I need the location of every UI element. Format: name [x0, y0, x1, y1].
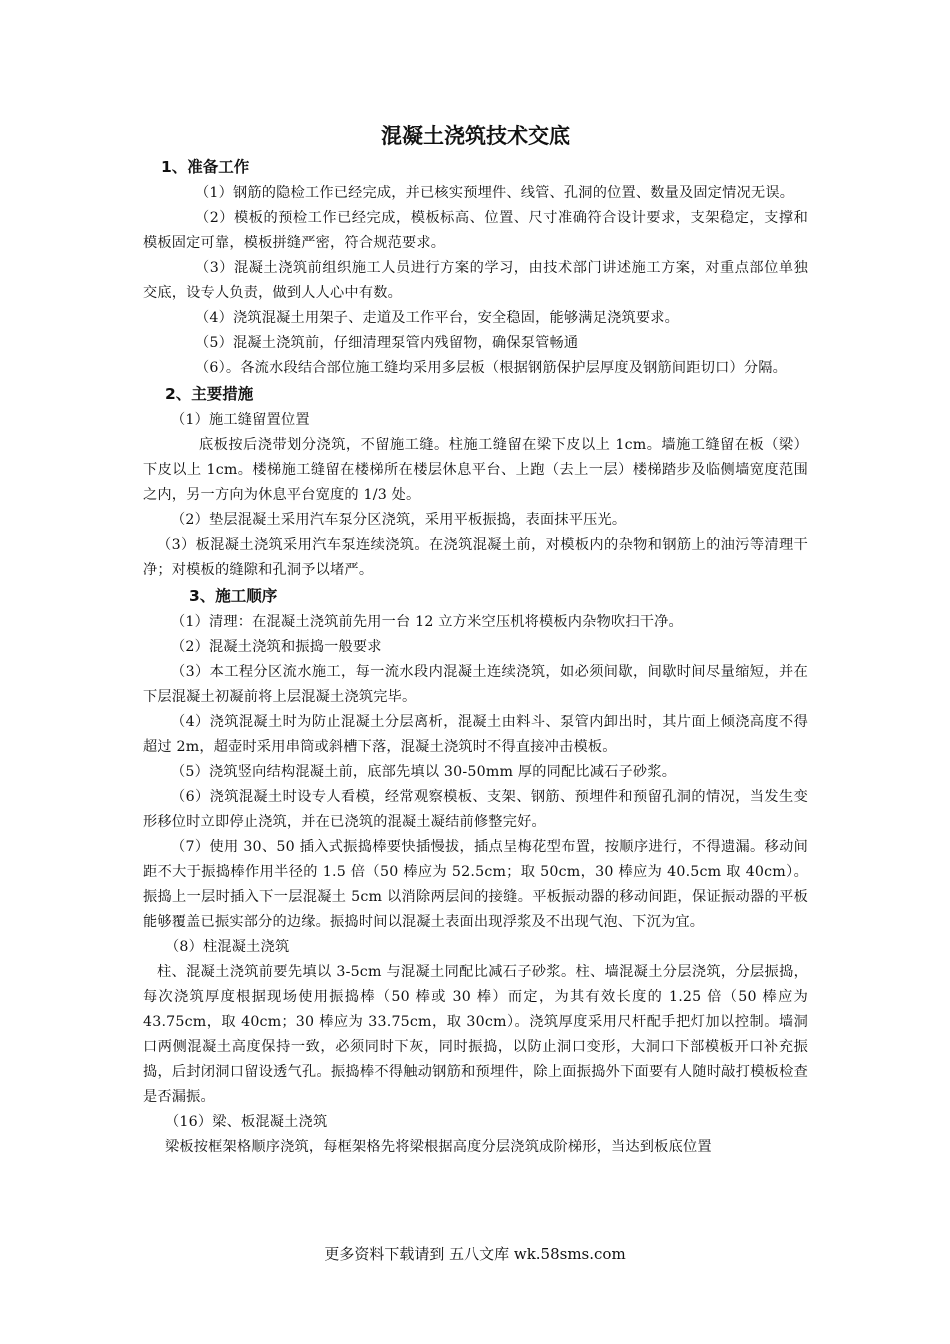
- document-page: [143, 118, 808, 1160]
- paragraph: （2）模板的预检工作已经完成，模板标高、位置、尺寸准确符合设计要求，支架稳定，支撑和模板固定可靠，模板拼缝严密，符合规范要求。: [143, 210, 808, 251]
- paragraph: （3）本工程分区流水施工，每一流水段内混凝土连续浇筑，如必须间歇，间歇时间尽量缩短，并在下层混凝土初凝前将上层混凝土浇筑完毕。: [143, 664, 808, 705]
- paragraph: （1）清理：在混凝土浇筑前先用一台 12 立方米空压机将模板内杂物吹扫干净。: [171, 614, 683, 630]
- paragraph: （4）浇筑混凝土用架子、走道及工作平台，安全稳固，能够满足浇筑要求。: [195, 310, 680, 326]
- paragraph: （2）混凝土浇筑和振捣一般要求: [171, 639, 382, 655]
- paragraph: 柱、混凝土浇筑前要先填以 3-5cm 与混凝土同配比减石子砂浆。柱、墙混凝土分层浇筑，分层振捣，每次浇筑厚度根据现场使用振捣棒（50 棒或 30 棒）而定，为其有效长度的 1.25 倍（50 棒应为 43.75cm，取 40cm；30 棒应为 33.75cm，取 30cm）。浇筑厚度采用尺杆配手把灯加以控制。墙洞口两侧混凝土高度保持一致，必须同时下灰，同时振捣，以防止洞口变形，大洞口下部模板开口补充振捣，后封闭洞口留设透气孔。振捣棒不得触动钢筋和预埋件，除上面振捣外下面要有人随时敲打模板检查是否漏振。: [143, 964, 808, 1105]
- paragraph: （2）垫层混凝土采用汽车泵分区浇筑，采用平板振捣，表面抹平压光。: [171, 512, 627, 528]
- paragraph: （6）。各流水段结合部位施工缝均采用多层板（根据钢筋保护层厚度及钢筋间距切口）分隔。: [195, 360, 788, 376]
- paragraph: （6）浇筑混凝土时设专人看模，经常观察模板、支架、钢筋、预埋件和预留孔洞的情况，当发生变形移位时立即停止浇筑，并在已浇筑的混凝土凝结前修整完好。: [143, 789, 808, 830]
- paragraph: （4）浇筑混凝土时为防止混凝土分层离析，混凝土由料斗、泵管内卸出时，其片面上倾浇高度不得超过 2m，超壶时采用串筒或斜槽下落，混凝土浇筑时不得直接冲击模板。: [143, 714, 808, 755]
- paragraph: 梁板按框架格顺序浇筑，每框架格先将梁根据高度分层浇筑成阶梯形，当达到板底位置: [165, 1139, 712, 1155]
- section-heading: 1、准备工作: [161, 158, 250, 176]
- section-heading: 2、主要措施: [165, 385, 254, 403]
- paragraph: （3）板混凝土浇筑采用汽车泵连续浇筑。在浇筑混凝土前，对模板内的杂物和钢筋上的油污等清理干净；对模板的缝隙和孔洞予以堵严。: [143, 537, 808, 578]
- section-heading: 3、施工顺序: [189, 587, 278, 605]
- paragraph: （5）混凝土浇筑前，仔细清理泵管内残留物，确保泵管畅通: [195, 335, 579, 351]
- paragraph: （1）钢筋的隐检工作已经完成，并已核实预埋件、线管、孔洞的位置、数量及固定情况无误。: [195, 185, 795, 201]
- page-footer: 更多资料下载请到 五八文库 wk.58sms.com: [324, 1245, 626, 1263]
- document-title: 混凝土浇筑技术交底: [381, 123, 570, 148]
- paragraph: 底板按后浇带划分浇筑，不留施工缝。柱施工缝留在梁下皮以上 1cm。墙施工缝留在板（梁）下皮以上 1cm。楼梯施工缝留在楼梯所在楼层休息平台、上跑（去上一层）楼梯踏步及临侧墙宽度范围之内，另一方向为休息平台宽度的 1/3 处。: [143, 437, 808, 503]
- paragraph: （8）柱混凝土浇筑: [165, 939, 290, 955]
- paragraph: （16）梁、板混凝土浇筑: [165, 1114, 328, 1130]
- paragraph: （5）浇筑竖向结构混凝土前，底部先填以 30-50mm 厚的同配比减石子砂浆。: [171, 764, 677, 780]
- paragraph: （1）施工缝留置位置: [171, 412, 310, 428]
- paragraph: （7）使用 30、50 插入式振捣棒要快插慢拔，插点呈梅花型布置，按顺序进行，不得遗漏。移动间距不大于振捣棒作用半径的 1.5 倍（50 棒应为 52.5cm；取 50cm，30 棒应为 40.5cm 取 40cm）。振捣上一层时插入下一层混凝土 5cm 以消除两层间的接缝。平板振动器的移动间距，保证振动器的平板能够覆盖已振实部分的边缘。振捣时间以混凝土表面出现浮浆及不出现气泡、下沉为宜。: [143, 839, 808, 930]
- paragraph: （3）混凝土浇筑前组织施工人员进行方案的学习，由技术部门讲述施工方案，对重点部位单独交底，设专人负责，做到人人心中有数。: [143, 260, 808, 301]
